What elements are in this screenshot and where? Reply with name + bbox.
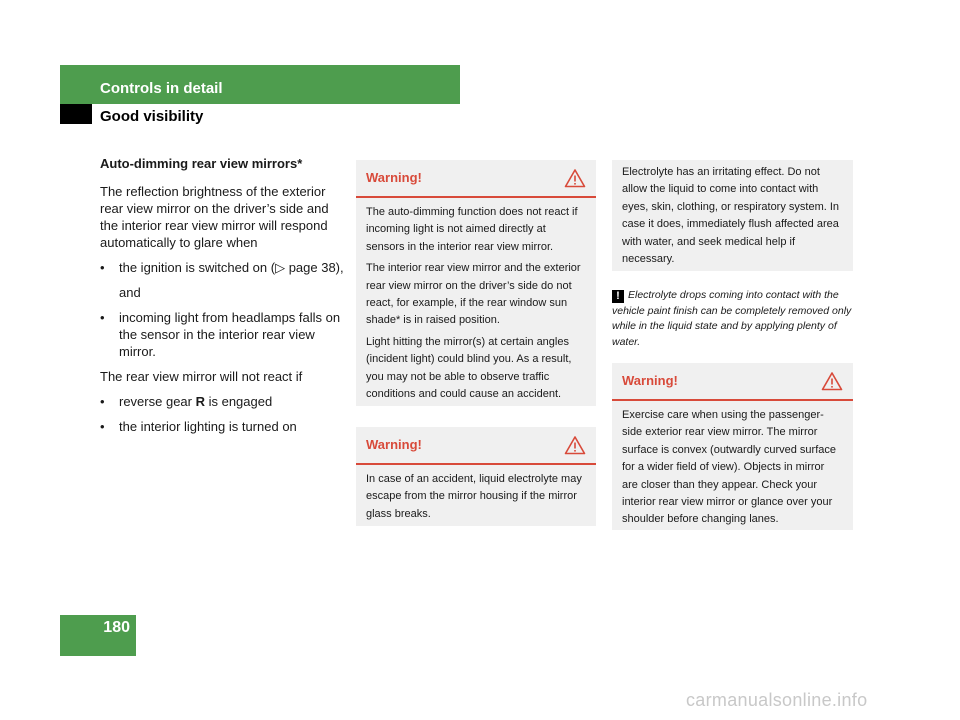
page-number: 180 [103,619,130,636]
list-item [100,259,345,276]
not-react-paragraph: The rear view mirror will not react if [100,369,303,384]
warning-header [612,363,853,401]
bullet-icon: • [100,394,105,409]
intro-paragraph: The reflection brightness of the exterior rear view mirror on the driver’s side and the interior rear view mirror will respond automatically to glare when [100,184,329,250]
warning-header [356,427,596,465]
electrolyte-warning-continued [612,160,853,271]
warning-body [612,401,853,539]
warning-triangle-icon [564,435,586,455]
warning-header [356,160,596,198]
warning-paragraph: Light hitting the mirror(s) at certain angles (incident light) could blind you. As a result, you may not be able to observe traffic conditions and could cause an accident. [366,335,572,401]
warning-body [612,160,853,278]
warning-paragraph: In case of an accident, liquid electrolyte may escape from the mirror housing if the mirror glass breaks. [366,473,582,520]
list-item [100,418,345,435]
warning-triangle-icon [821,371,843,391]
bullet-icon: • [100,310,105,325]
subsection-title: Good visibility [100,108,204,125]
paint-note [612,288,857,350]
section-title: Controls in detail [100,80,223,97]
warning-paragraph: The interior rear view mirror and the exterior rear view mirror on the driver’s side do not react, for example, if the rear window sun shade* is in raised position. [366,262,581,327]
warning-title: Warning! [622,373,678,389]
warning-body [356,465,596,533]
warning-body [356,198,596,413]
warning-paragraph: Exercise care when using the passenger-side exterior rear view mirror. The mirror surface is convex (outwardly curved surface for a wider field of view). Objects in mirror are closer than they appear. Check your interior rear view mirror or glance over your shoulder before changing lanes. [622,409,836,526]
bullet-icon: • [100,260,105,275]
list-item-text: the interior lighting is turned on [119,419,297,434]
exclamation-icon: ! [612,290,624,303]
list-item [100,393,345,410]
list-item-text: the ignition is switched on (▷ page 38), [119,260,344,275]
list-item-text: reverse gear R is engaged [119,394,273,409]
warning-box-auto-dimming [356,160,596,406]
bullet-icon: • [100,419,105,434]
list-item [100,309,345,360]
warning-triangle-icon [564,168,586,188]
and-connector: and [119,285,141,300]
warning-title: Warning! [366,437,422,453]
list-item-text: incoming light from headlamps falls on the sensor in the interior rear view mirror. [119,310,341,359]
warning-box-electrolyte-leak [356,427,596,526]
section-heading: Auto-dimming rear view mirrors* [100,156,303,171]
main-text-column [100,155,345,443]
warning-title: Warning! [366,170,422,186]
note-text: Electrolyte drops coming into contact with the vehicle paint finish can be completely removed only while in the liquid state and by applying plenty of water. [612,289,852,348]
warning-box-convex-mirror [612,363,853,530]
warning-paragraph: Electrolyte has an irritating effect. Do not allow the liquid to come into contact with eyes, skin, clothing, or respiratory system. In case it does, immediately flush affected area with water, and seek medical help if necessary. [622,166,840,266]
watermark-footer: carmanualsonline.info [686,690,868,710]
header-marker [60,104,92,124]
gear-r-label: R [195,394,205,409]
warning-paragraph: The auto-dimming function does not react if incoming light is not aimed directly at sensors in the interior rear view mirror. [366,206,578,253]
